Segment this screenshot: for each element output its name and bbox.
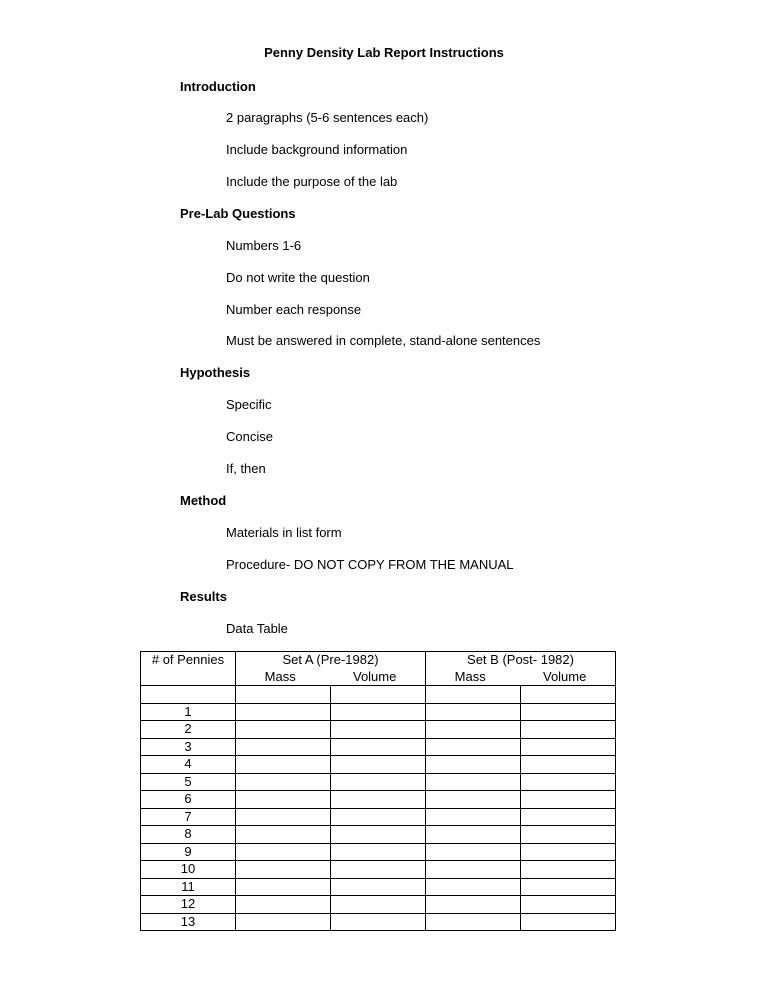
table-cell: [426, 843, 521, 861]
row-number: 8: [141, 826, 236, 844]
table-row: [141, 703, 616, 721]
table-cell: [236, 686, 331, 704]
table-cell: [521, 913, 616, 931]
table-cell: [141, 686, 236, 704]
table-cell: [236, 826, 331, 844]
list-item: Concise: [226, 429, 273, 444]
table-cell: [236, 913, 331, 931]
page-title: Penny Density Lab Report Instructions: [264, 45, 504, 60]
table-cell: [331, 861, 426, 879]
table-header-row: [141, 652, 616, 669]
table-cell: [236, 791, 331, 809]
list-item: 2 paragraphs (5-6 sentences each): [226, 110, 429, 125]
table-cell: [331, 773, 426, 791]
table-cell: [521, 843, 616, 861]
row-number: 7: [141, 808, 236, 826]
set-a-subheader: [236, 669, 426, 686]
row-number: 11: [141, 878, 236, 896]
section-heading-introduction: Introduction: [180, 79, 256, 94]
table-cell: [521, 686, 616, 704]
table-cell: [236, 721, 331, 739]
table-cell: [236, 878, 331, 896]
header-mass-b: Mass: [454, 668, 486, 684]
table-cell: [331, 703, 426, 721]
row-number: 4: [141, 756, 236, 774]
table-spacer-row: [141, 686, 616, 704]
header-set-b: Set B (Post- 1982): [426, 652, 616, 669]
table-cell: [521, 721, 616, 739]
list-item: Must be answered in complete, stand-alone sentences: [226, 333, 541, 348]
list-item: Numbers 1-6: [226, 238, 302, 253]
header-pennies: # of Pennies: [141, 652, 236, 669]
table-cell: [331, 721, 426, 739]
row-number: 10: [141, 861, 236, 879]
list-item: Specific: [226, 397, 272, 412]
list-item: Include the purpose of the lab: [226, 174, 398, 189]
list-item: Include background information: [226, 142, 408, 157]
table-cell: [236, 756, 331, 774]
list-item: If, then: [226, 461, 266, 476]
table-cell: [521, 861, 616, 879]
table-row: [141, 843, 616, 861]
table-row: [141, 791, 616, 809]
section-heading-hypothesis: Hypothesis: [180, 365, 251, 380]
table-cell: [236, 808, 331, 826]
row-number: 5: [141, 773, 236, 791]
table-row: [141, 861, 616, 879]
table-cell: [331, 913, 426, 931]
header-volume-b: Volume: [542, 668, 587, 684]
table-cell: [521, 738, 616, 756]
table-cell: [521, 703, 616, 721]
table-cell: [236, 896, 331, 914]
table-row: [141, 738, 616, 756]
header-set-a: Set A (Pre-1982): [236, 652, 426, 669]
table-cell: [236, 703, 331, 721]
section-heading-results: Results: [180, 589, 227, 604]
row-number: 6: [141, 791, 236, 809]
section-heading-pre-lab-questions: Pre-Lab Questions: [180, 206, 296, 221]
header-pennies-blank: [141, 669, 236, 686]
table-row: [141, 878, 616, 896]
table-row: [141, 808, 616, 826]
table-cell: [426, 878, 521, 896]
row-number: 3: [141, 738, 236, 756]
table-cell: [426, 913, 521, 931]
table-cell: [331, 738, 426, 756]
list-item: Materials in list form: [226, 525, 342, 540]
table-cell: [426, 773, 521, 791]
row-number: 12: [141, 896, 236, 914]
table-row: [141, 826, 616, 844]
table-cell: [331, 756, 426, 774]
table-cell: [426, 738, 521, 756]
table-cell: [521, 826, 616, 844]
table-row: [141, 773, 616, 791]
table-cell: [426, 808, 521, 826]
table-cell: [426, 703, 521, 721]
header-volume-a: Volume: [352, 668, 397, 684]
table-subheader-row: [141, 669, 616, 686]
table-cell: [426, 721, 521, 739]
row-number: 2: [141, 721, 236, 739]
table-cell: [426, 686, 521, 704]
list-item: Procedure- DO NOT COPY FROM THE MANUAL: [226, 557, 514, 572]
table-cell: [236, 843, 331, 861]
row-number: 1: [141, 703, 236, 721]
table-cell: [521, 773, 616, 791]
table-cell: [236, 738, 331, 756]
table-row: [141, 756, 616, 774]
table-cell: [236, 861, 331, 879]
list-item: Data Table: [226, 621, 288, 636]
set-b-subheader: [426, 669, 616, 686]
table-cell: [426, 896, 521, 914]
list-item: Do not write the question: [226, 270, 370, 285]
table-cell: [521, 791, 616, 809]
table-cell: [331, 896, 426, 914]
table-cell: [331, 686, 426, 704]
table-cell: [331, 808, 426, 826]
data-table: [140, 651, 616, 931]
section-heading-method: Method: [180, 493, 227, 508]
table-cell: [331, 878, 426, 896]
table-row: [141, 896, 616, 914]
row-number: 13: [141, 913, 236, 931]
table-cell: [521, 896, 616, 914]
table-cell: [426, 826, 521, 844]
table-cell: [426, 791, 521, 809]
table-cell: [331, 791, 426, 809]
table-cell: [521, 756, 616, 774]
table-cell: [426, 756, 521, 774]
table-cell: [331, 843, 426, 861]
table-cell: [426, 861, 521, 879]
row-number: 9: [141, 843, 236, 861]
table-cell: [521, 878, 616, 896]
list-item: Number each response: [226, 302, 362, 317]
table-row: [141, 721, 616, 739]
header-mass-a: Mass: [264, 668, 296, 684]
table-cell: [331, 826, 426, 844]
table-cell: [521, 808, 616, 826]
table-row: [141, 913, 616, 931]
table-cell: [236, 773, 331, 791]
